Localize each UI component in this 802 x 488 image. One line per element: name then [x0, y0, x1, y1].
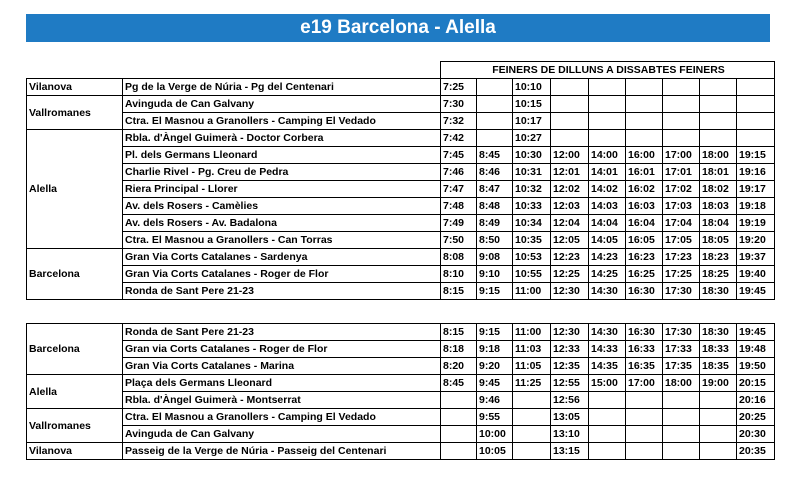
- time-cell: 12:01: [551, 164, 589, 181]
- time-cell: 8:45: [441, 375, 477, 392]
- table-row: [27, 443, 775, 460]
- time-cell: 20:16: [737, 392, 775, 409]
- stop-cell: Charlie Rivel - Pg. Creu de Pedra: [123, 164, 441, 181]
- zone-cell: Barcelona: [27, 324, 123, 375]
- time-cell: 7:49: [441, 215, 477, 232]
- time-cell: 18:02: [700, 181, 737, 198]
- time-cell: 17:30: [663, 324, 700, 341]
- time-cell: 17:01: [663, 164, 700, 181]
- time-cell: 19:19: [737, 215, 775, 232]
- time-cell: [663, 443, 700, 460]
- time-cell: 16:33: [626, 341, 663, 358]
- time-cell: 14:04: [589, 215, 626, 232]
- time-cell: [513, 443, 551, 460]
- zone-cell: Alella: [27, 375, 123, 409]
- time-cell: 12:30: [551, 324, 589, 341]
- time-cell: 17:35: [663, 358, 700, 375]
- time-cell: 16:23: [626, 249, 663, 266]
- time-cell: 16:03: [626, 198, 663, 215]
- stop-cell: Avinguda de Can Galvany: [123, 96, 441, 113]
- time-cell: 20:30: [737, 426, 775, 443]
- stop-cell: Ctra. El Masnou a Granollers - Camping El Vedado: [123, 113, 441, 130]
- time-cell: 14:05: [589, 232, 626, 249]
- stop-cell: Avinguda de Can Galvany: [123, 426, 441, 443]
- stop-cell: Ronda de Sant Pere 21-23: [123, 283, 441, 300]
- table-row: [27, 113, 775, 130]
- time-cell: 13:15: [551, 443, 589, 460]
- time-cell: 12:30: [551, 283, 589, 300]
- time-cell: 19:17: [737, 181, 775, 198]
- stop-cell: Plaça dels Germans Lleonard: [123, 375, 441, 392]
- time-cell: 8:15: [441, 283, 477, 300]
- time-cell: 17:23: [663, 249, 700, 266]
- time-cell: 12:04: [551, 215, 589, 232]
- stop-cell: Pl. dels Germans Lleonard: [123, 147, 441, 164]
- time-cell: [441, 426, 477, 443]
- time-cell: 15:00: [589, 375, 626, 392]
- time-cell: [663, 426, 700, 443]
- time-cell: [700, 443, 737, 460]
- time-cell: [513, 392, 551, 409]
- time-cell: 18:25: [700, 266, 737, 283]
- time-cell: [589, 96, 626, 113]
- time-cell: 17:00: [626, 375, 663, 392]
- time-cell: [551, 96, 589, 113]
- time-cell: 19:18: [737, 198, 775, 215]
- time-cell: 10:15: [513, 96, 551, 113]
- time-cell: 14:30: [589, 283, 626, 300]
- time-cell: 19:00: [700, 375, 737, 392]
- zone-cell: Barcelona: [27, 249, 123, 300]
- time-cell: 9:15: [477, 283, 513, 300]
- time-cell: 11:25: [513, 375, 551, 392]
- table-row: [27, 96, 775, 113]
- stop-cell: Riera Principal - Llorer: [123, 181, 441, 198]
- time-cell: 17:33: [663, 341, 700, 358]
- time-cell: 7:42: [441, 130, 477, 147]
- time-cell: [737, 79, 775, 96]
- time-cell: 19:37: [737, 249, 775, 266]
- time-cell: 14:23: [589, 249, 626, 266]
- stop-cell: Pg de la Verge de Núria - Pg del Centenari: [123, 79, 441, 96]
- time-cell: 12:05: [551, 232, 589, 249]
- time-cell: 9:15: [477, 324, 513, 341]
- time-cell: [700, 79, 737, 96]
- time-cell: [589, 392, 626, 409]
- time-cell: 12:02: [551, 181, 589, 198]
- table-row: [27, 79, 775, 96]
- time-cell: [589, 426, 626, 443]
- time-cell: [663, 79, 700, 96]
- time-cell: [477, 130, 513, 147]
- time-cell: 7:47: [441, 181, 477, 198]
- time-cell: 18:30: [700, 283, 737, 300]
- time-cell: 8:08: [441, 249, 477, 266]
- table-row: [27, 375, 775, 392]
- time-cell: 12:25: [551, 266, 589, 283]
- time-cell: 12:33: [551, 341, 589, 358]
- time-cell: 12:56: [551, 392, 589, 409]
- time-cell: 10:33: [513, 198, 551, 215]
- time-cell: [663, 113, 700, 130]
- table-row: [27, 130, 775, 147]
- zone-cell: Vallromanes: [27, 96, 123, 130]
- time-cell: 8:10: [441, 266, 477, 283]
- time-cell: [737, 130, 775, 147]
- time-cell: [700, 426, 737, 443]
- time-cell: 9:18: [477, 341, 513, 358]
- time-cell: 14:30: [589, 324, 626, 341]
- time-cell: 7:46: [441, 164, 477, 181]
- table-row: [27, 232, 775, 249]
- time-cell: [626, 443, 663, 460]
- time-cell: 18:23: [700, 249, 737, 266]
- time-cell: 16:30: [626, 324, 663, 341]
- time-cell: 16:01: [626, 164, 663, 181]
- time-cell: 18:00: [663, 375, 700, 392]
- time-cell: [626, 79, 663, 96]
- time-cell: [663, 96, 700, 113]
- header-spacer: [123, 62, 441, 79]
- time-cell: 10:55: [513, 266, 551, 283]
- time-cell: 8:46: [477, 164, 513, 181]
- stop-cell: Rbla. d'Àngel Guimerà - Montserrat: [123, 392, 441, 409]
- time-cell: 8:20: [441, 358, 477, 375]
- time-cell: [700, 409, 737, 426]
- zone-cell: Vallromanes: [27, 409, 123, 443]
- time-cell: 12:55: [551, 375, 589, 392]
- time-cell: 8:49: [477, 215, 513, 232]
- table-row: [27, 283, 775, 300]
- time-cell: [589, 113, 626, 130]
- time-cell: 14:01: [589, 164, 626, 181]
- time-cell: 7:32: [441, 113, 477, 130]
- table-row: [27, 198, 775, 215]
- time-cell: 19:16: [737, 164, 775, 181]
- time-cell: 9:46: [477, 392, 513, 409]
- time-cell: 7:30: [441, 96, 477, 113]
- time-cell: 10:17: [513, 113, 551, 130]
- time-cell: 7:25: [441, 79, 477, 96]
- time-cell: 12:23: [551, 249, 589, 266]
- schedule-header: FEINERS DE DILLUNS A DISSABTES FEINERS: [441, 62, 775, 79]
- time-cell: 8:48: [477, 198, 513, 215]
- time-cell: 12:03: [551, 198, 589, 215]
- time-cell: [441, 409, 477, 426]
- time-cell: 17:30: [663, 283, 700, 300]
- time-cell: 14:03: [589, 198, 626, 215]
- time-cell: 10:31: [513, 164, 551, 181]
- time-cell: 14:25: [589, 266, 626, 283]
- stop-cell: Av. dels Rosers - Camèlies: [123, 198, 441, 215]
- time-cell: 18:35: [700, 358, 737, 375]
- time-cell: [626, 426, 663, 443]
- time-cell: 11:00: [513, 324, 551, 341]
- table-row: [27, 409, 775, 426]
- time-cell: 17:02: [663, 181, 700, 198]
- stop-cell: Gran via Corts Catalanes - Roger de Flor: [123, 341, 441, 358]
- stop-cell: Av. dels Rosers - Av. Badalona: [123, 215, 441, 232]
- stop-cell: Rbla. d'Àngel Guimerà - Doctor Corbera: [123, 130, 441, 147]
- table-row: [27, 324, 775, 341]
- table-row: [27, 249, 775, 266]
- time-cell: [700, 130, 737, 147]
- time-cell: 7:48: [441, 198, 477, 215]
- time-cell: [700, 113, 737, 130]
- time-cell: 19:48: [737, 341, 775, 358]
- time-cell: 16:00: [626, 147, 663, 164]
- time-cell: [663, 409, 700, 426]
- time-cell: 16:25: [626, 266, 663, 283]
- time-cell: 10:32: [513, 181, 551, 198]
- time-cell: 11:05: [513, 358, 551, 375]
- page-title: e19 Barcelona - Alella: [26, 14, 770, 42]
- time-cell: [513, 426, 551, 443]
- time-cell: [589, 130, 626, 147]
- time-cell: [626, 409, 663, 426]
- time-cell: 18:30: [700, 324, 737, 341]
- stop-cell: Gran Via Corts Catalanes - Marina: [123, 358, 441, 375]
- time-cell: 16:35: [626, 358, 663, 375]
- time-cell: [626, 392, 663, 409]
- time-cell: [626, 96, 663, 113]
- time-cell: 14:00: [589, 147, 626, 164]
- zone-cell: Vilanova: [27, 443, 123, 460]
- time-cell: 18:03: [700, 198, 737, 215]
- time-cell: 10:10: [513, 79, 551, 96]
- time-cell: [589, 409, 626, 426]
- time-cell: 8:15: [441, 324, 477, 341]
- stop-cell: Ctra. El Masnou a Granollers - Can Torras: [123, 232, 441, 249]
- timetable-outbound: [26, 61, 775, 300]
- time-cell: 20:15: [737, 375, 775, 392]
- stop-cell: Gran Via Corts Catalanes - Sardenya: [123, 249, 441, 266]
- table-row: [27, 358, 775, 375]
- time-cell: 10:53: [513, 249, 551, 266]
- time-cell: 19:50: [737, 358, 775, 375]
- stop-cell: Ctra. El Masnou a Granollers - Camping El Vedado: [123, 409, 441, 426]
- time-cell: 19:45: [737, 324, 775, 341]
- time-cell: 10:34: [513, 215, 551, 232]
- time-cell: [441, 392, 477, 409]
- zone-cell: Alella: [27, 130, 123, 249]
- time-cell: 8:18: [441, 341, 477, 358]
- time-cell: [441, 443, 477, 460]
- time-cell: [737, 96, 775, 113]
- zone-cell: Vilanova: [27, 79, 123, 96]
- time-cell: [737, 113, 775, 130]
- time-cell: 18:33: [700, 341, 737, 358]
- time-cell: 13:05: [551, 409, 589, 426]
- time-cell: 7:50: [441, 232, 477, 249]
- time-cell: [700, 392, 737, 409]
- time-cell: [551, 113, 589, 130]
- time-cell: 17:00: [663, 147, 700, 164]
- time-cell: 9:55: [477, 409, 513, 426]
- stop-cell: Gran Via Corts Catalanes - Roger de Flor: [123, 266, 441, 283]
- table-row: [27, 266, 775, 283]
- time-cell: 16:04: [626, 215, 663, 232]
- table-row: [27, 426, 775, 443]
- time-cell: 9:20: [477, 358, 513, 375]
- time-cell: 18:05: [700, 232, 737, 249]
- time-cell: 9:10: [477, 266, 513, 283]
- time-cell: 18:01: [700, 164, 737, 181]
- time-cell: 10:27: [513, 130, 551, 147]
- time-cell: [663, 130, 700, 147]
- header-spacer: [27, 62, 123, 79]
- time-cell: 18:00: [700, 147, 737, 164]
- table-row: [27, 181, 775, 198]
- table-row: [27, 341, 775, 358]
- time-cell: 9:45: [477, 375, 513, 392]
- table-row: [27, 392, 775, 409]
- stop-cell: Ronda de Sant Pere 21-23: [123, 324, 441, 341]
- time-cell: 13:10: [551, 426, 589, 443]
- time-cell: [589, 443, 626, 460]
- time-cell: [626, 113, 663, 130]
- time-cell: 10:00: [477, 426, 513, 443]
- time-cell: 8:47: [477, 181, 513, 198]
- time-cell: [551, 130, 589, 147]
- time-cell: 8:45: [477, 147, 513, 164]
- time-cell: 11:03: [513, 341, 551, 358]
- time-cell: [477, 96, 513, 113]
- table-row: [27, 147, 775, 164]
- time-cell: [551, 79, 589, 96]
- timetable-return: [26, 323, 775, 460]
- time-cell: 14:35: [589, 358, 626, 375]
- time-cell: 11:00: [513, 283, 551, 300]
- time-cell: [663, 392, 700, 409]
- time-cell: 17:25: [663, 266, 700, 283]
- time-cell: [477, 113, 513, 130]
- time-cell: 20:35: [737, 443, 775, 460]
- time-cell: [477, 79, 513, 96]
- time-cell: 19:15: [737, 147, 775, 164]
- time-cell: 8:50: [477, 232, 513, 249]
- time-cell: 10:30: [513, 147, 551, 164]
- time-cell: [700, 96, 737, 113]
- time-cell: 19:20: [737, 232, 775, 249]
- time-cell: 17:03: [663, 198, 700, 215]
- time-cell: 17:04: [663, 215, 700, 232]
- table-row: [27, 215, 775, 232]
- time-cell: [589, 79, 626, 96]
- time-cell: 16:30: [626, 283, 663, 300]
- time-cell: 19:45: [737, 283, 775, 300]
- time-cell: 20:25: [737, 409, 775, 426]
- time-cell: 19:40: [737, 266, 775, 283]
- time-cell: 10:05: [477, 443, 513, 460]
- time-cell: 12:00: [551, 147, 589, 164]
- time-cell: 18:04: [700, 215, 737, 232]
- time-cell: 14:33: [589, 341, 626, 358]
- time-cell: 10:35: [513, 232, 551, 249]
- time-cell: 16:05: [626, 232, 663, 249]
- time-cell: 17:05: [663, 232, 700, 249]
- time-cell: [626, 130, 663, 147]
- time-cell: [513, 409, 551, 426]
- time-cell: 12:35: [551, 358, 589, 375]
- time-cell: 7:45: [441, 147, 477, 164]
- stop-cell: Passeig de la Verge de Núria - Passeig del Centenari: [123, 443, 441, 460]
- time-cell: 9:08: [477, 249, 513, 266]
- time-cell: 16:02: [626, 181, 663, 198]
- table-row: [27, 164, 775, 181]
- time-cell: 14:02: [589, 181, 626, 198]
